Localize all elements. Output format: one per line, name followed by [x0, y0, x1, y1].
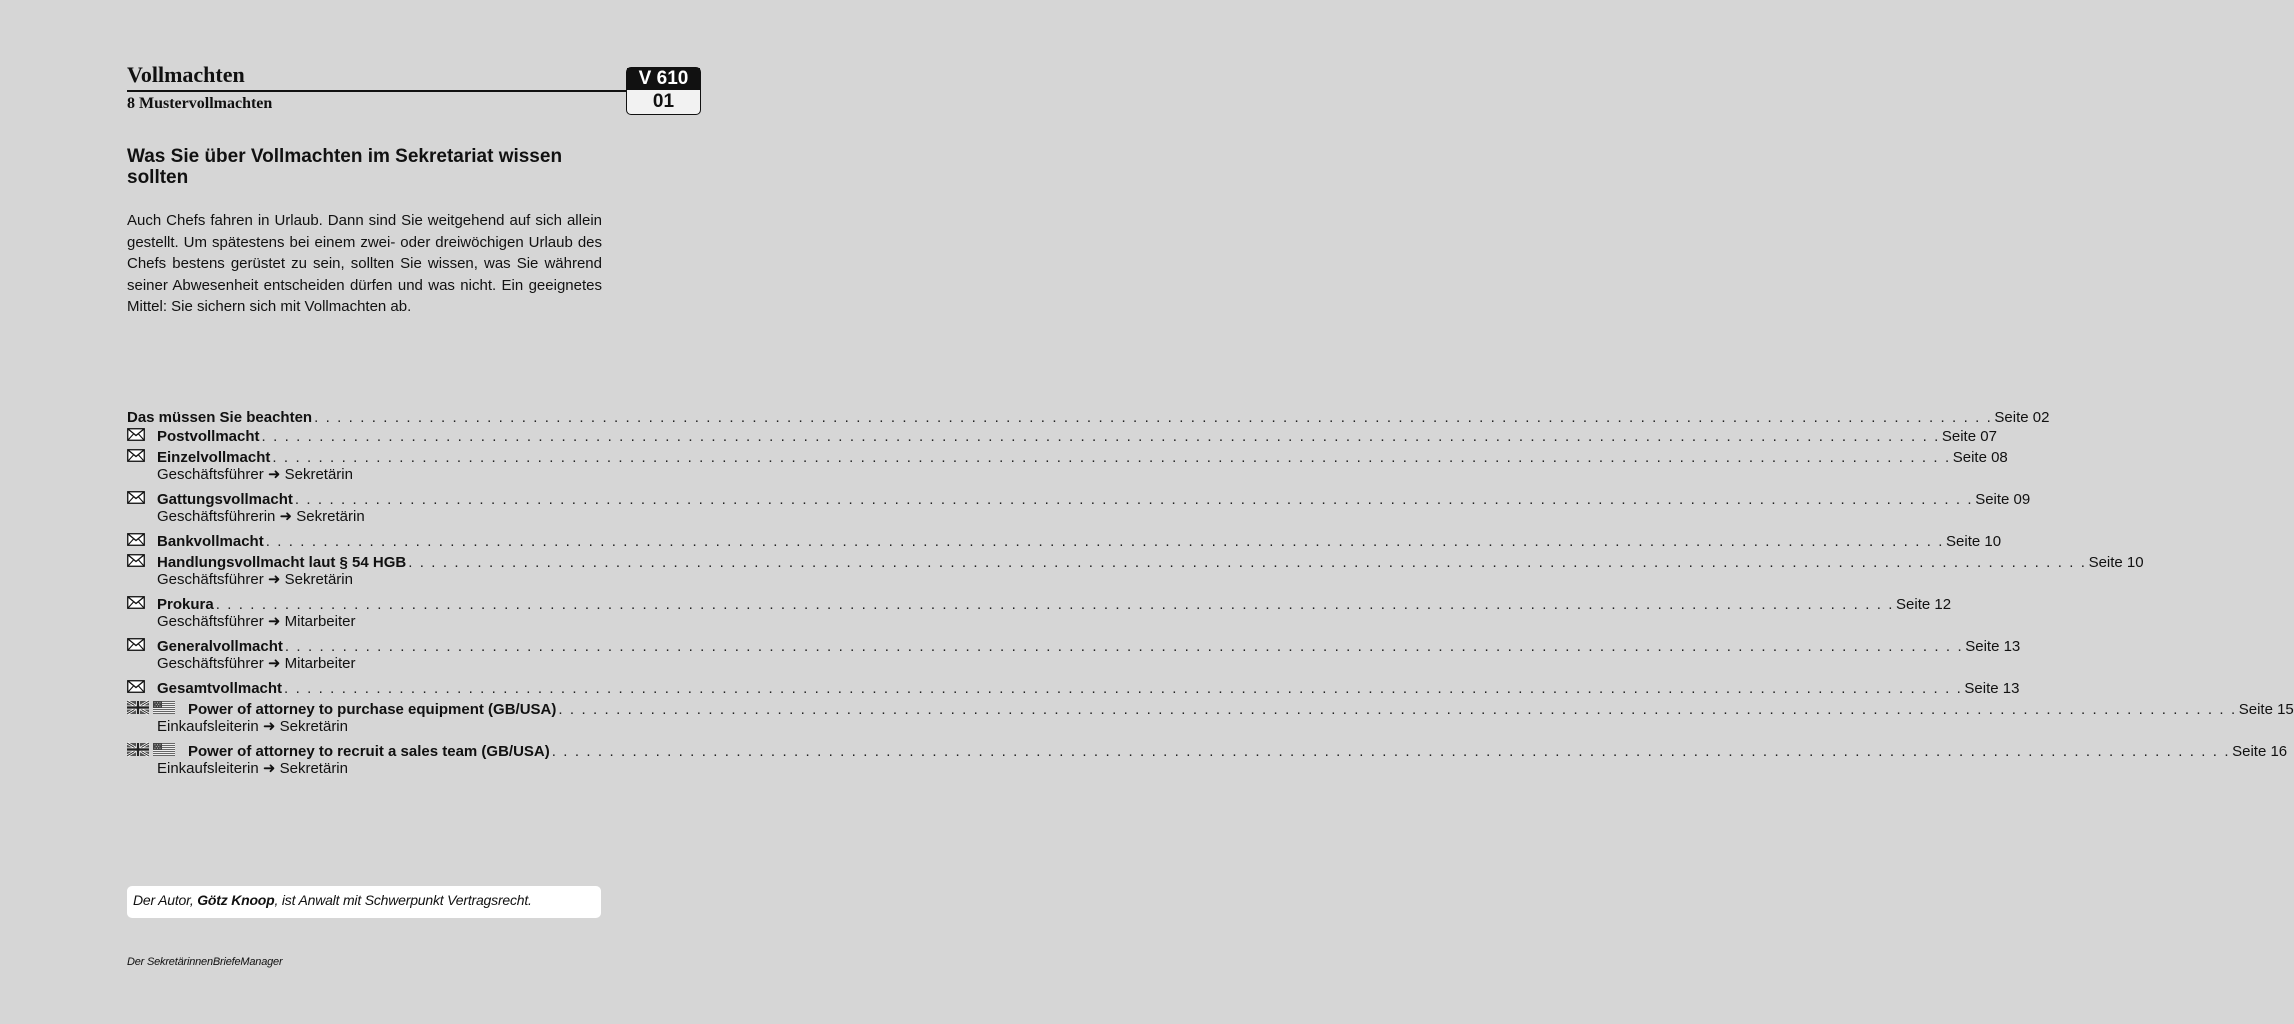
author-note [127, 886, 601, 918]
toc-entry-label: Gesamtvollmacht [157, 680, 283, 697]
toc-entry-label: Generalvollmacht [157, 638, 283, 655]
toc-entry-page: Seite 02 [1994, 409, 2050, 426]
toc-entry[interactable] [127, 443, 2008, 466]
toc-entry-direction: Geschäftsführer ➜ Sekretärin [157, 466, 353, 483]
envelope-icon [127, 443, 157, 464]
envelope-icon [127, 485, 157, 506]
envelope-icon [127, 632, 157, 653]
author-suffix: , ist Anwalt mit Schwerpunkt Vertragsrecht. [274, 892, 532, 908]
toc-entry-page: Seite 15 [2238, 701, 2294, 718]
toc-entry-direction: Geschäftsführer ➜ Mitarbeiter [157, 613, 356, 630]
toc-leader-dots: . . . . . . . . . . . . . . . . . . . . . . . . . . . . . . . . . . . . . . . . . . . . . . . . . . . . . . . . . . . . . . . . . . . . . . . . . . . . . . . . . . . . . . . . . . . . . . . . . . . . . . . . . . . . . . . . . . . . . . . . . . . . . . . . . . . . . . . . . . . . . . . . . . [215, 596, 1895, 613]
toc-leader-dots: . . . . . . . . . . . . . . . . . . . . . . . . . . . . . . . . . . . . . . . . . . . . . . . . . . . . . . . . . . . . . . . . . . . . . . . . . . . . . . . . . . . . . . . . . . . . . . . . . . . . . . . . . . . . . . . . . . . . . . . . . . . . . . . . . . . . . . . . . . . . . . . . . . [261, 428, 1940, 445]
flags-icon [127, 695, 188, 716]
page-title: Was Sie über Vollmachten im Sekretariat wissen sollten [127, 146, 563, 188]
envelope-icon [127, 527, 157, 548]
uk-flag-icon [127, 699, 149, 712]
toc-entry-direction: Geschäftsführerin ➜ Sekretärin [157, 508, 365, 525]
toc-entry-page: Seite 16 [2232, 743, 2288, 760]
toc-entry-suffix: (GB/USA) [483, 701, 557, 718]
author-name: Götz Knoop [197, 892, 275, 908]
toc-entry-label: Bankvollmacht [157, 533, 264, 550]
toc-entry-label: Gattungsvollmacht [157, 491, 293, 508]
toc-entry-direction: Geschäftsführer ➜ Mitarbeiter [157, 655, 356, 672]
uk-flag-icon [127, 741, 149, 754]
envelope-icon [127, 674, 157, 695]
toc-entry[interactable] [127, 485, 2031, 508]
intro-paragraph: Auch Chefs fahren in Urlaub. Dann sind Sie weitgehend auf sich allein gestellt. Um spätestens bei einem zwei- oder dreiwöchigen Urlaub des Chefs bestens gerüstet zu sein, sollten Sie wissen, was Sie während seiner Abwesenheit entscheiden dürfen und was nicht. Ein geeignetes Mittel: Sie sichern sich mit Vollmachten ab. [127, 212, 602, 315]
us-flag-icon [153, 699, 175, 712]
envelope-icon [127, 422, 157, 443]
envelope-icon [127, 548, 157, 569]
toc-entry[interactable] [127, 674, 2020, 697]
toc-entry-label: Postvollmacht [157, 428, 260, 445]
toc-entry-page: Seite 12 [1896, 596, 1952, 613]
toc-leader-dots: . . . . . . . . . . . . . . . . . . . . . . . . . . . . . . . . . . . . . . . . . . . . . . . . . . . . . . . . . . . . . . . . . . . . . . . . . . . . . . . . . . . . . . . . . . . . . . . . . . . . . . . . . . . . . . . . . . . . . . . . . . . . . . . . . . . . . . . . . . . . . . . . . . [408, 554, 2087, 571]
envelope-icon [127, 590, 157, 611]
toc-leader-dots: . . . . . . . . . . . . . . . . . . . . . . . . . . . . . . . . . . . . . . . . . . . . . . . . . . . . . . . . . . . . . . . . . . . . . . . . . . . . . . . . . . . . . . . . . . . . . . . . . . . . . . . . . . . . . . . . . . . . . . . . . . . . . . . . . . . . . . . . . . . . . . . . . . [558, 701, 2237, 718]
toc-leader-dots: . . . . . . . . . . . . . . . . . . . . . . . . . . . . . . . . . . . . . . . . . . . . . . . . . . . . . . . . . . . . . . . . . . . . . . . . . . . . . . . . . . . . . . . . . . . . . . . . . . . . . . . . . . . . . . . . . . . . . . . . . . . . . . . . . . . . . . . . . . . . . . . . . . [284, 680, 1963, 697]
toc-leader-dots: . . . . . . . . . . . . . . . . . . . . . . . . . . . . . . . . . . . . . . . . . . . . . . . . . . . . . . . . . . . . . . . . . . . . . . . . . . . . . . . . . . . . . . . . . . . . . . . . . . . . . . . . . . . . . . . . . . . . . . . . . . . . . . . . . . . . . . . . . . . . . . . . . . [314, 409, 1993, 426]
table-of-contents [127, 401, 2294, 779]
toc-entry-page: Seite 10 [2088, 554, 2144, 571]
toc-entry-label: Das müssen Sie beachten [127, 409, 313, 426]
us-flag-icon [153, 741, 175, 754]
toc-entry[interactable] [127, 527, 2002, 550]
toc-leader-dots: . . . . . . . . . . . . . . . . . . . . . . . . . . . . . . . . . . . . . . . . . . . . . . . . . . . . . . . . . . . . . . . . . . . . . . . . . . . . . . . . . . . . . . . . . . . . . . . . . . . . . . . . . . . . . . . . . . . . . . . . . . . . . . . . . . . . . . . . . . . . . . . . . . [272, 449, 1951, 466]
toc-entry[interactable] [127, 737, 2288, 760]
toc-entry-direction: Einkaufsleiterin ➜ Sekretärin [157, 760, 348, 777]
toc-entry-label: Handlungsvollmacht laut § 54 HGB [157, 554, 407, 571]
toc-entry-page: Seite 07 [1941, 428, 1997, 445]
toc-leader-dots: . . . . . . . . . . . . . . . . . . . . . . . . . . . . . . . . . . . . . . . . . . . . . . . . . . . . . . . . . . . . . . . . . . . . . . . . . . . . . . . . . . . . . . . . . . . . . . . . . . . . . . . . . . . . . . . . . . . . . . . . . . . . . . . . . . . . . . . . . . . . . . . . . . [284, 638, 1964, 655]
toc-entry[interactable] [127, 632, 2021, 655]
toc-entry-label: Power of attorney to purchase equipment [188, 701, 484, 718]
toc-entry-direction: Geschäftsführer ➜ Sekretärin [157, 571, 353, 588]
section-code: V 610 [627, 68, 700, 90]
toc-entry-page: Seite 09 [1975, 491, 2031, 508]
page-number: 01 [652, 91, 675, 112]
toc-entry[interactable] [127, 401, 2050, 426]
toc-leader-dots: . . . . . . . . . . . . . . . . . . . . . . . . . . . . . . . . . . . . . . . . . . . . . . . . . . . . . . . . . . . . . . . . . . . . . . . . . . . . . . . . . . . . . . . . . . . . . . . . . . . . . . . . . . . . . . . . . . . . . . . . . . . . . . . . . . . . . . . . . . . . . . . . . . [265, 533, 1945, 550]
flags-icon [127, 737, 188, 758]
header-rule [127, 90, 627, 92]
toc-entry[interactable] [127, 590, 1952, 613]
toc-entry[interactable] [127, 548, 2144, 571]
toc-leader-dots: . . . . . . . . . . . . . . . . . . . . . . . . . . . . . . . . . . . . . . . . . . . . . . . . . . . . . . . . . . . . . . . . . . . . . . . . . . . . . . . . . . . . . . . . . . . . . . . . . . . . . . . . . . . . . . . . . . . . . . . . . . . . . . . . . . . . . . . . . . . . . . . . . . [551, 743, 2231, 760]
section-code-badge [626, 67, 701, 115]
toc-entry[interactable] [127, 695, 2294, 718]
toc-entry-page: Seite 08 [1952, 449, 2008, 466]
toc-entry-label: Prokura [157, 596, 214, 613]
section-subtitle: 8 Mustervollmachten [127, 95, 273, 112]
section-title: Vollmachten [127, 62, 245, 87]
toc-entry-direction: Einkaufsleiterin ➜ Sekretärin [157, 718, 348, 735]
toc-entry-page: Seite 13 [1964, 680, 2020, 697]
toc-entry[interactable] [127, 422, 1997, 445]
toc-entry-page: Seite 13 [1965, 638, 2021, 655]
author-prefix: Der Autor, [133, 892, 198, 908]
toc-entry-page: Seite 10 [1946, 533, 2002, 550]
toc-entry-label: Power of attorney to recruit a sales team (GB/USA) [188, 743, 550, 760]
footer-publication: Der SekretärinnenBriefeManager [127, 956, 283, 968]
toc-leader-dots: . . . . . . . . . . . . . . . . . . . . . . . . . . . . . . . . . . . . . . . . . . . . . . . . . . . . . . . . . . . . . . . . . . . . . . . . . . . . . . . . . . . . . . . . . . . . . . . . . . . . . . . . . . . . . . . . . . . . . . . . . . . . . . . . . . . . . . . . . . . . . . . . . . [294, 491, 1974, 508]
toc-entry-label: Einzelvollmacht [157, 449, 271, 466]
